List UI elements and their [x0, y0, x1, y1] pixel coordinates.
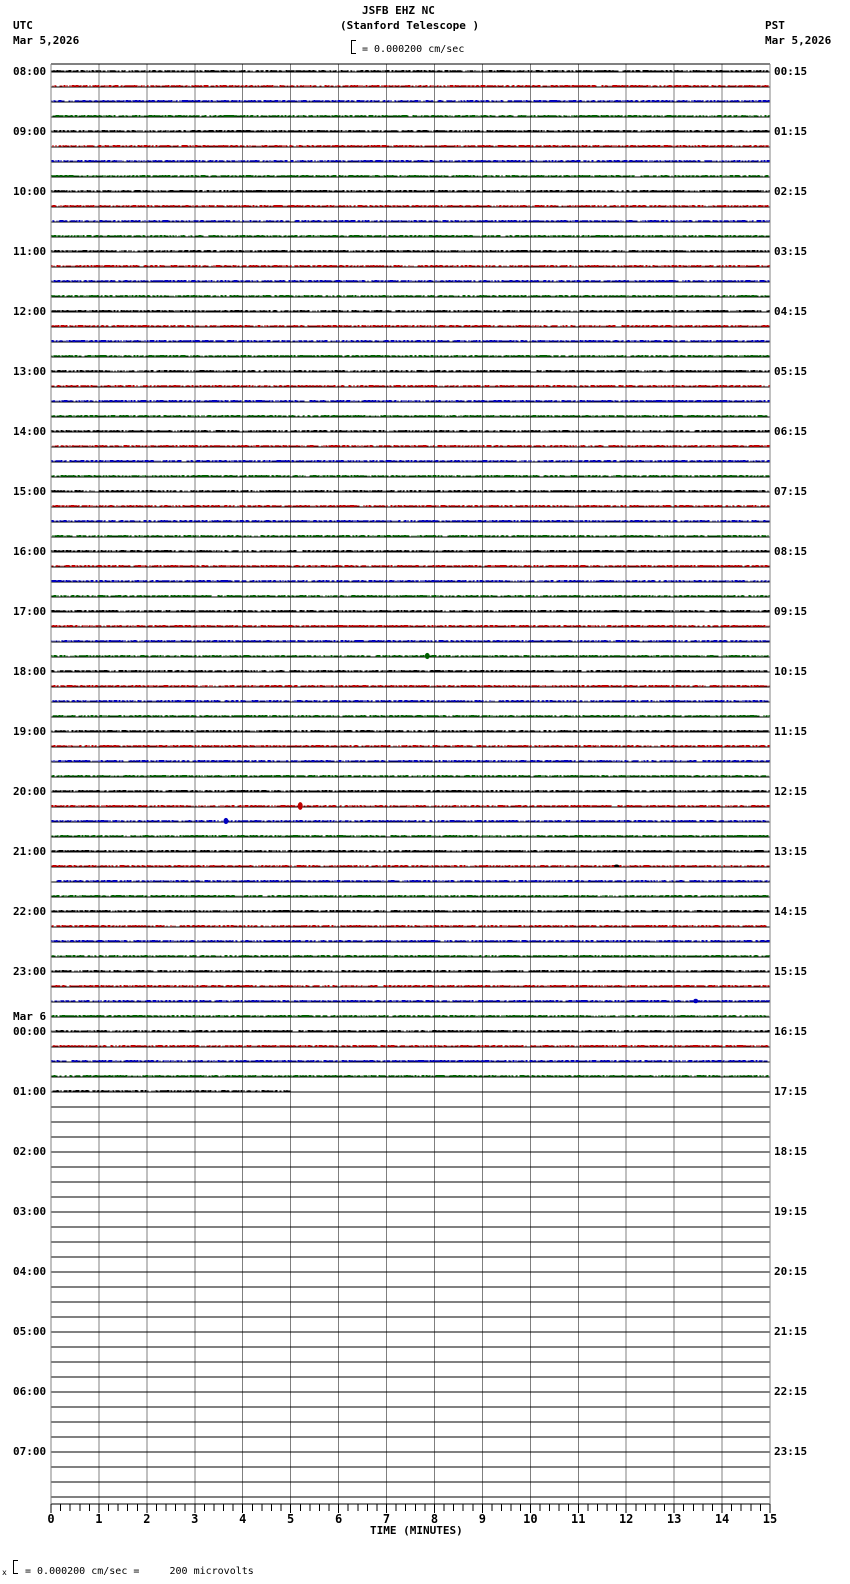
pst-time-label: 23:15 — [774, 1445, 808, 1458]
x-tick-label: 7 — [382, 1512, 391, 1526]
x-axis-label: TIME (MINUTES) — [370, 1524, 463, 1537]
utc-time-label: Mar 6 — [13, 1010, 47, 1023]
utc-time-label: 20:00 — [13, 785, 47, 798]
pst-time-label: 04:15 — [774, 305, 808, 318]
pst-time-label: 21:15 — [774, 1325, 808, 1338]
pst-time-label: 19:15 — [774, 1205, 808, 1218]
pst-time-label: 15:15 — [774, 965, 808, 978]
pst-time-label: 17:15 — [774, 1085, 808, 1098]
pst-time-label: 09:15 — [774, 605, 808, 618]
utc-time-label: 03:00 — [13, 1205, 47, 1218]
footer-scale-bar-icon — [13, 1560, 18, 1574]
x-tick-label: 6 — [334, 1512, 343, 1526]
utc-time-label: 00:00 — [13, 1025, 47, 1038]
pst-time-label: 22:15 — [774, 1385, 808, 1398]
pst-time-label: 05:15 — [774, 365, 808, 378]
footer-prefix: x — [2, 1568, 7, 1577]
utc-time-label: 05:00 — [13, 1325, 47, 1338]
utc-time-label: 09:00 — [13, 125, 47, 138]
station-title: JSFB EHZ NC — [362, 4, 435, 17]
scale-bar-icon — [351, 40, 356, 54]
utc-time-label: 01:00 — [13, 1085, 47, 1098]
utc-time-label: 04:00 — [13, 1265, 47, 1278]
x-tick-label: 10 — [523, 1512, 538, 1526]
utc-time-label: 08:00 — [13, 65, 47, 78]
utc-time-label: 19:00 — [13, 725, 47, 738]
x-tick-label: 14 — [714, 1512, 730, 1526]
pst-time-label: 18:15 — [774, 1145, 808, 1158]
utc-time-label: 07:00 — [13, 1445, 47, 1458]
station-subtitle: (Stanford Telescope ) — [340, 19, 480, 32]
utc-time-label: 16:00 — [13, 545, 47, 558]
x-tick-label: 8 — [430, 1512, 439, 1526]
x-tick-label: 4 — [239, 1512, 247, 1526]
pst-time-label: 02:15 — [774, 185, 808, 198]
pst-time-label: 13:15 — [774, 845, 808, 858]
utc-time-label: 23:00 — [13, 965, 47, 978]
utc-time-label: 17:00 — [13, 605, 47, 618]
pst-time-label: 16:15 — [774, 1025, 808, 1038]
right-timezone: PST — [765, 19, 785, 32]
utc-time-label: 15:00 — [13, 485, 47, 498]
utc-time-label: 14:00 — [13, 425, 47, 438]
left-date: Mar 5,2026 — [13, 34, 80, 47]
pst-time-label: 12:15 — [774, 785, 808, 798]
pst-time-label: 06:15 — [774, 425, 808, 438]
utc-time-label: 02:00 — [13, 1145, 47, 1158]
utc-time-label: 21:00 — [13, 845, 47, 858]
utc-time-label: 18:00 — [13, 665, 47, 678]
x-tick-label: 3 — [191, 1512, 199, 1526]
x-tick-label: 2 — [143, 1512, 151, 1526]
x-tick-label: 12 — [618, 1512, 634, 1526]
utc-time-label: 11:00 — [13, 245, 47, 258]
pst-time-label: 20:15 — [774, 1265, 808, 1278]
pst-time-label: 11:15 — [774, 725, 808, 738]
x-tick-label: 5 — [287, 1512, 295, 1526]
left-timezone: UTC — [13, 19, 33, 32]
scale-label: = 0.000200 cm/sec — [362, 44, 465, 55]
pst-time-label: 08:15 — [774, 545, 808, 558]
pst-time-label: 00:15 — [774, 65, 808, 78]
utc-time-label: 10:00 — [13, 185, 47, 198]
x-tick-label: 11 — [571, 1512, 586, 1526]
utc-time-label: 13:00 — [13, 365, 47, 378]
footer-scale-note: = 0.000200 cm/sec = 200 microvolts — [25, 1566, 254, 1577]
pst-time-label: 03:15 — [774, 245, 808, 258]
x-tick-label: 1 — [95, 1512, 103, 1526]
x-tick-label: 13 — [666, 1512, 682, 1526]
pst-time-label: 10:15 — [774, 665, 808, 678]
pst-time-label: 14:15 — [774, 905, 808, 918]
x-tick-label: 15 — [762, 1512, 778, 1526]
utc-time-label: 12:00 — [13, 305, 47, 318]
right-date: Mar 5,2026 — [765, 34, 832, 47]
pst-time-label: 07:15 — [774, 485, 808, 498]
utc-time-label: 22:00 — [13, 905, 47, 918]
pst-time-label: 01:15 — [774, 125, 808, 138]
x-tick-label: 9 — [478, 1512, 487, 1526]
x-tick-label: 0 — [47, 1512, 55, 1526]
utc-time-label: 06:00 — [13, 1385, 47, 1398]
